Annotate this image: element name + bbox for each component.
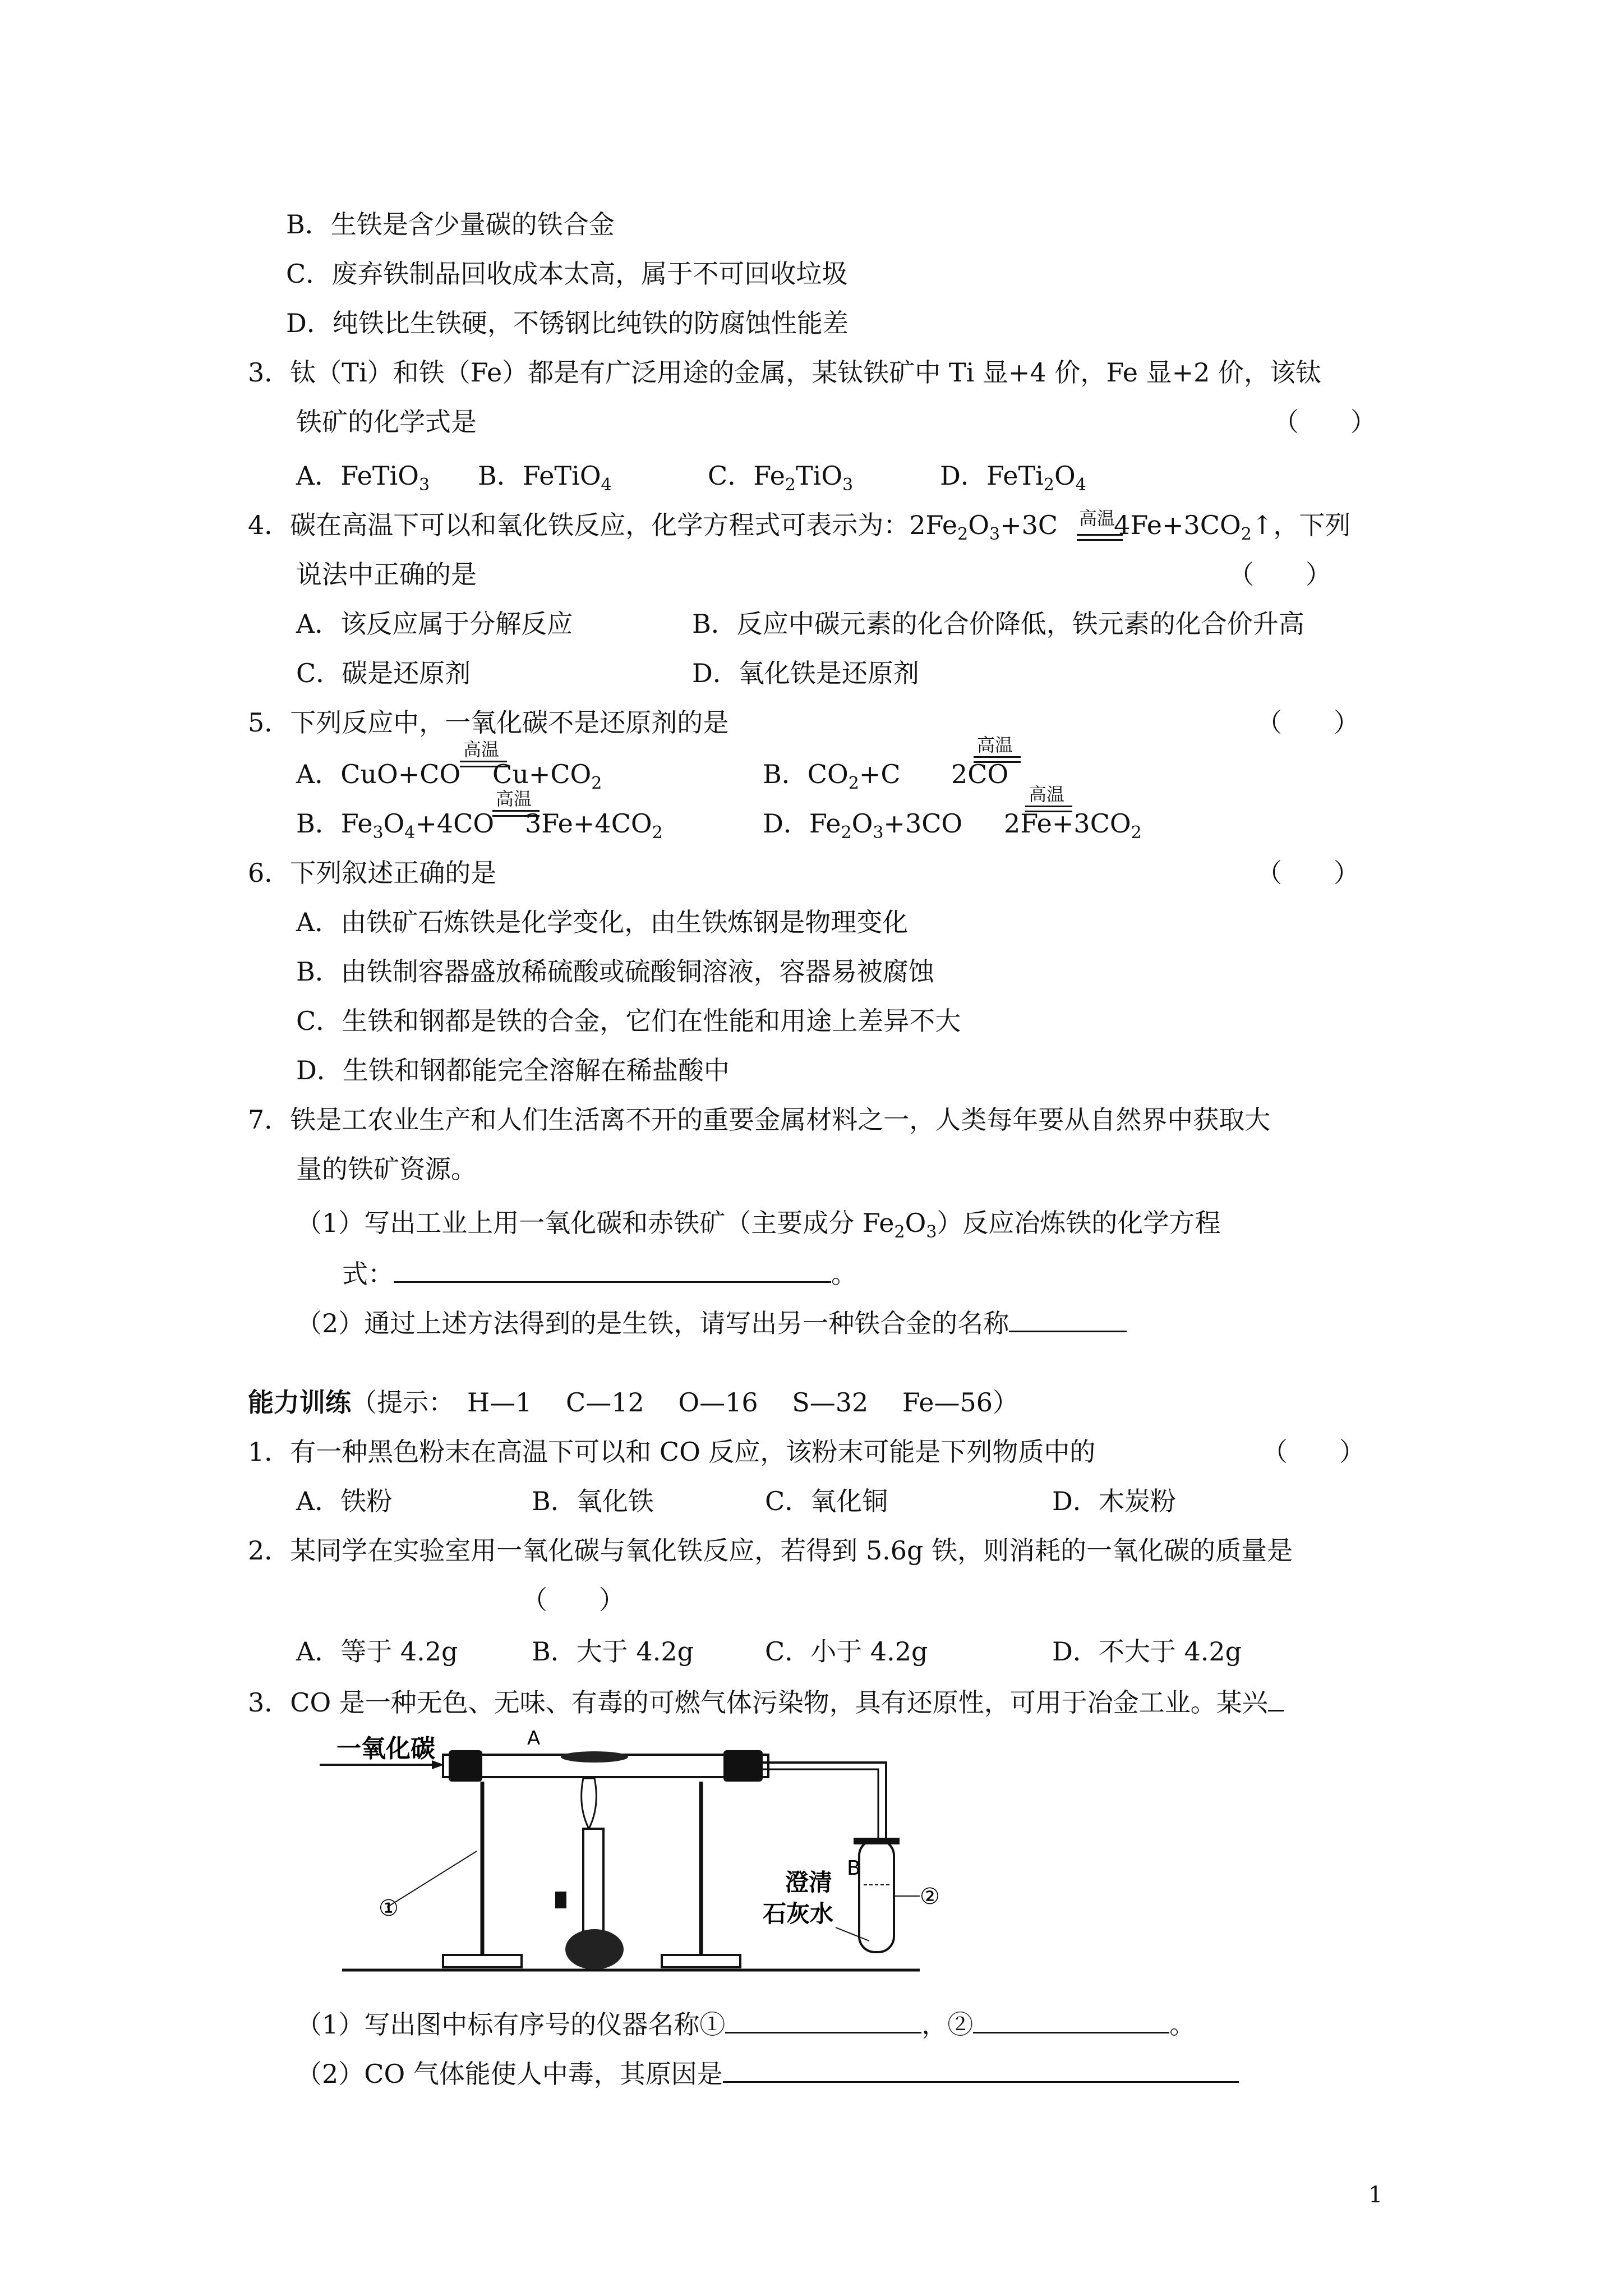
left-stopper	[449, 1750, 482, 1782]
q5-option-c-products: $3Fe+4CO_2$	[525, 808, 663, 843]
ability-q1-option-b: B．氧化铁	[532, 1486, 654, 1516]
q3-stem-line2: 铁矿的化学式是	[296, 407, 477, 437]
ability-q2-option-b: B．大于 4.2g	[532, 1636, 694, 1667]
q3-option-b: B．FeTiO$_4$	[478, 461, 612, 495]
q3-option-d: D．$FeTi_2O_4$	[940, 461, 1086, 495]
label-1: ①	[379, 1895, 399, 1921]
ability-q2-option-a: A．等于 4.2g	[296, 1636, 458, 1667]
co-label: 一氧化碳	[336, 1734, 435, 1763]
prior-option-c: C．废弃铁制品回收成本太高，属于不可回收垃圾	[286, 259, 848, 289]
ability-q3-part2: （2）CO 气体能使人中毒，其原因是	[296, 2055, 1239, 2091]
q4-option-d: D．氧化铁是还原剂	[692, 658, 919, 688]
prior-option-d: D．纯铁比生铁硬，不锈钢比纯铁的防腐蚀性能差	[286, 308, 849, 338]
q4-stem-line1: 4．碳在高温下可以和氧化铁反应，化学方程式可表示为：$2Fe_2O_3+3C$ $4Fe+3CO_2↑$，下列	[248, 510, 1351, 545]
co-reduction-apparatus-figure	[314, 1728, 970, 2008]
q4-equation-double-line	[1077, 534, 1123, 541]
ability-q3-stem-underline	[1268, 1684, 1284, 1711]
ability-q3-stem: 3．CO 是一种无色、无味、有毒的可燃气体污染物，具有还原性，可用于冶金工业。某兴	[248, 1684, 1284, 1719]
label-b: B	[847, 1857, 861, 1880]
q7-part1-line1: （1）写出工业上用一氧化碳和赤铁矿（主要成分 $Fe_2O_3$）反应冶炼铁的化学方程	[296, 1208, 1221, 1243]
ability-q3-reason-blank[interactable]	[723, 2055, 1239, 2083]
q5-option-b-products: 2CO	[951, 759, 1009, 789]
stand-base-left	[443, 1955, 522, 1967]
q4-condition-label: 高温	[1079, 508, 1115, 529]
q4-option-a: A．该反应属于分解反应	[296, 609, 573, 639]
q7-part2: （2）通过上述方法得到的是生铁，请写出另一种铁合金的名称	[296, 1305, 1127, 1340]
label-2: ②	[920, 1884, 940, 1910]
alcohol-burner	[583, 1829, 603, 1935]
stand-base-right	[662, 1955, 740, 1967]
q5-stem: 5．下列反应中，一氧化碳不是还原剂的是	[248, 707, 729, 738]
label-a: A	[527, 1728, 541, 1750]
q5-option-a-reactants: A．CuO+CO	[296, 759, 461, 789]
test-tube	[859, 1840, 894, 1952]
ability-q3-part1: （1）写出图中标有序号的仪器名称① ，② 。	[296, 2006, 1195, 2041]
q6-option-d: D．生铁和钢都能完全溶解在稀盐酸中	[296, 1055, 730, 1085]
ferric-oxide-sample	[561, 1751, 628, 1763]
q7-stem-line2: 量的铁矿资源。	[296, 1154, 477, 1184]
prior-option-b: B．生铁是含少量碳的铁合金	[286, 209, 615, 240]
limewater-label-line2: 石灰水	[763, 1900, 834, 1927]
q3-answer-paren: （ ）	[1273, 407, 1376, 437]
q7-part2-answer-blank[interactable]	[1009, 1305, 1127, 1332]
q4-option-c: C．碳是还原剂	[296, 658, 471, 688]
ability-q1-option-c: C．氧化铜	[765, 1486, 888, 1516]
q5-option-d-condition: 高温	[1029, 784, 1065, 805]
q5-option-a-condition: 高温	[463, 739, 500, 760]
burner-base	[565, 1929, 624, 1970]
ability-q1-stem: 1．有一种黑色粉末在高温下可以和 CO 反应，该粉末可能是下列物质中的	[248, 1437, 1096, 1467]
q4-answer-paren: （ ）	[1228, 559, 1331, 590]
right-stopper	[723, 1750, 763, 1782]
page-number: 1	[1368, 2182, 1383, 2208]
ability-section-heading: 能力训练（提示： H—1 C—12 O—16 S—32 Fe—56）	[248, 1387, 1019, 1418]
ability-q2-answer-paren: （ ）	[522, 1585, 625, 1615]
q6-stem: 6．下列叙述正确的是	[248, 858, 497, 888]
q6-answer-paren: （ ）	[1256, 858, 1359, 888]
q5-option-a-products: $Cu+CO_2$	[492, 759, 602, 794]
q5-option-c-reactants: B．$Fe_3O_4+4CO$	[296, 808, 495, 843]
q6-option-b: B．由铁制容器盛放稀硫酸或硫酸铜溶液，容器易被腐蚀	[296, 956, 934, 987]
ability-q1-option-d: D．木炭粉	[1052, 1486, 1176, 1516]
q3-stem-line1: 3．钛（Ti）和铁（Fe）都是有广泛用途的金属，某钛铁矿中 Ti 显+4 价，Fe 显+2 价，该钛	[248, 357, 1322, 388]
q7-part1-line2: 式： 。	[342, 1255, 857, 1291]
ability-q2-option-c: C．小于 4.2g	[765, 1636, 928, 1667]
limewater-label-line1: 澄清	[785, 1869, 833, 1896]
q5-option-b-condition: 高温	[977, 734, 1013, 756]
ability-q2-option-d: D．不大于 4.2g	[1052, 1636, 1242, 1667]
ability-q2-stem: 2．某同学在实验室用一氧化碳与氧化铁反应，若得到 5.6g 铁，则消耗的一氧化碳的质量是	[248, 1535, 1293, 1566]
ability-q3-instrument1-blank[interactable]	[725, 2006, 921, 2033]
q3-option-c: C．$Fe_2TiO_3$	[708, 461, 854, 495]
q5-option-c-condition: 高温	[496, 788, 532, 809]
q4-stem-line2: 说法中正确的是	[296, 559, 477, 590]
q5-option-b-reactants: B．$CO_2+C$	[763, 759, 901, 794]
q5-option-d-products: $2Fe+3CO_2$	[1004, 808, 1142, 843]
q5-option-d-reactants: D．$Fe_2O_3+3CO$	[763, 808, 963, 843]
q7-stem-line1: 7．铁是工农业生产和人们生活离不开的重要金属材料之一，人类每年要从自然界中获取大	[248, 1105, 1271, 1135]
ability-q1-option-a: A．铁粉	[296, 1486, 393, 1516]
q3-option-a: A．FeTiO$_3$	[296, 461, 430, 495]
q7-part1-answer-blank[interactable]	[394, 1255, 831, 1283]
flame	[582, 1778, 597, 1829]
q4-option-b: B．反应中碳元素的化合价降低，铁元素的化合价升高	[692, 609, 1304, 639]
q6-option-a: A．由铁矿石炼铁是化学变化，由生铁炼钢是物理变化	[296, 907, 909, 937]
q5-answer-paren: （ ）	[1256, 707, 1359, 738]
ability-q1-answer-paren: （ ）	[1262, 1437, 1365, 1467]
ability-q3-instrument2-blank[interactable]	[973, 2006, 1169, 2033]
q6-option-c: C．生铁和钢都是铁的合金，它们在性能和用途上差异不大	[296, 1006, 961, 1036]
